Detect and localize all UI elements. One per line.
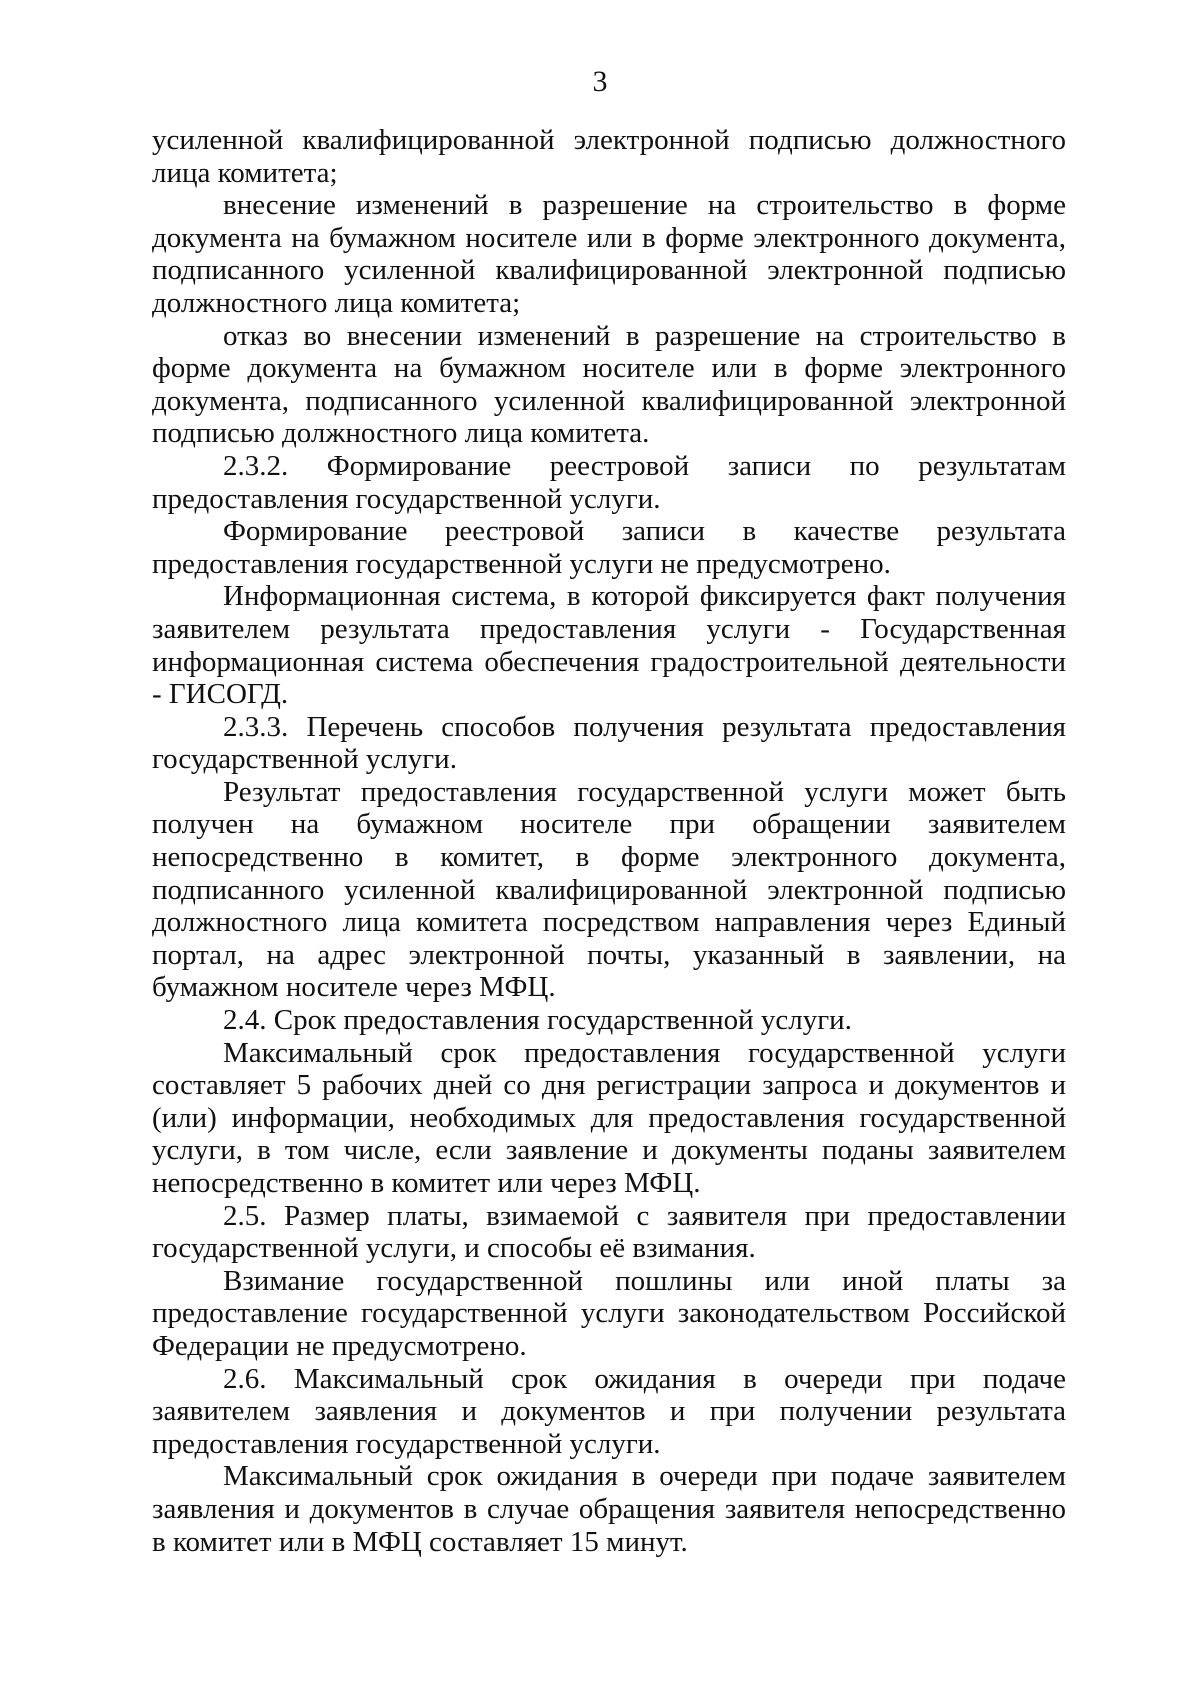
paragraph-queue-time: Максимальный срок ожидания в очереди при подаче заявителем заявления и документов в случае обращения заявителя непосредственно в комитет или в МФЦ составляет 15 минут. xyxy=(152,1460,1066,1558)
paragraph-max-term: Максимальный срок предоставления государственной услуги составляет 5 рабочих дней со дня регистрации запроса и документов и (или) информации, необходимых для предоставления государственной услуги, в том числе, если заявление и документы поданы заявителем непосредственно в комитет или через МФЦ. xyxy=(152,1036,1066,1199)
page-number: 3 xyxy=(592,65,608,98)
paragraph-2-3-2-heading: 2.3.2. Формирование реестровой записи по результатам предоставления государственной услуги. xyxy=(152,449,1066,515)
paragraph-registry-record: Формирование реестровой записи в качестве результата предоставления государственной услуги не предусмотрено. xyxy=(152,515,1066,580)
paragraph-2-5-heading: 2.5. Размер платы, взимаемой с заявителя при предоставлении государственной услуги, и способы её взимания. xyxy=(152,1199,1066,1265)
paragraph-2-3-3-heading: 2.3.3. Перечень способов получения результата предоставления государственной услуги. xyxy=(152,710,1066,776)
paragraph-2-4-heading: 2.4. Срок предоставления государственной услуги. xyxy=(223,1004,852,1037)
paragraph-permit-changes: внесение изменений в разрешение на строительство в форме документа на бумажном носителе или в форме электронного документа, подписанного усиленной квалифицированной электронной подписью должностного лица комитета; xyxy=(152,189,1066,319)
document-body xyxy=(152,124,1066,1558)
paragraph-2-6-heading: 2.6. Максимальный срок ожидания в очереди при подаче заявителем заявления и документов и при получении результата предоставления государственной услуги. xyxy=(152,1362,1066,1460)
paragraph-information-system: Информационная система, в которой фиксируется факт получения заявителем результата предоставления услуги - Государственная информационная система обеспечения градостроительной деятельности - ГИСОГД. xyxy=(152,580,1066,711)
paragraph-result-methods: Результат предоставления государственной услуги может быть получен на бумажном носителе при обращении заявителем непосредственно в комитет, в форме электронного документа, подписанного усиленной квалифицированной электронной подписью должностного лица комитета посредством направления через Единый портал, на адрес электронной почты, указанный в заявлении, на бумажном носителе через МФЦ. xyxy=(152,775,1066,1004)
paragraph-fee: Взимание государственной пошлины или иной платы за предоставление государственной услуги законодательством Российской Федерации не предусмотрено. xyxy=(152,1264,1066,1362)
paragraph-continuation: усиленной квалифицированной электронной подписью должностного лица комитета; xyxy=(152,124,1066,189)
paragraph-refusal: отказ во внесении изменений в разрешение на строительство в форме документа на бумажном носителе или в форме электронного документа, подписанного усиленной квалифицированной электронной подписью должностного лица комитета. xyxy=(152,319,1066,450)
